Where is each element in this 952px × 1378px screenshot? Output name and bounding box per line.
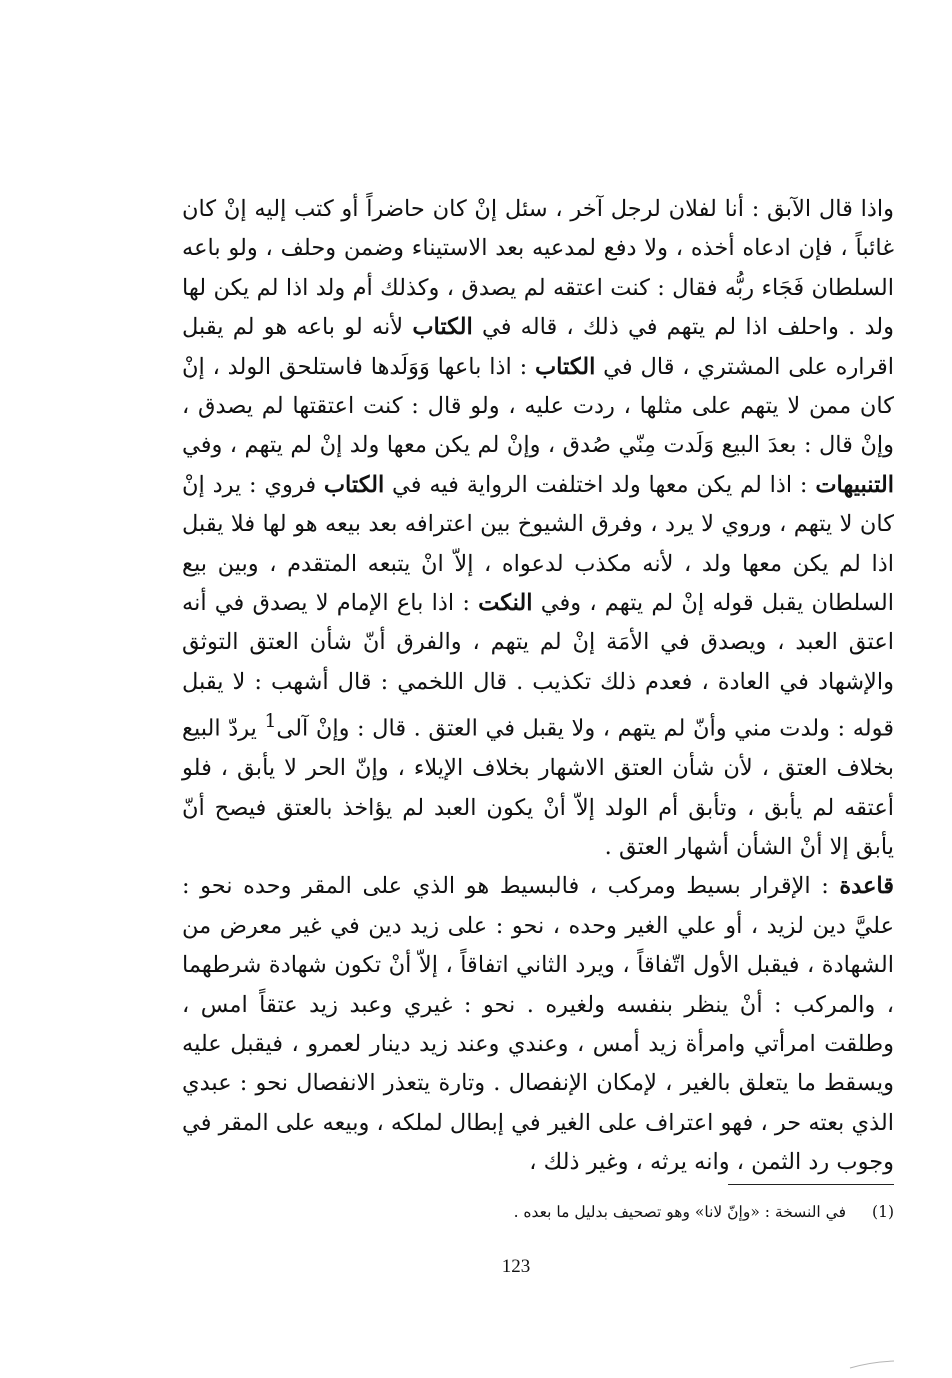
text-run: فروي : يرد إنْ كان لا يتهم ، وروي لا يرد ، وفرق الشيوخ بين اعترافه بعد بيعه هو لها فلا يقبل اذا لم يكن معها ولد ، لأنه مكذب لدعواه ، إلاّ انْ يتبعه المتقدم ، وبين بيع السلطان يقبل قوله إنْ لم يتهم ، وفي	[182, 471, 895, 617]
rule-heading: قاعدة	[839, 873, 894, 900]
text-run: واذا قال الآبق : أنا لفلان لرجل آخر ، سئل إنْ كان حاضراً أو كتب إليه إنْ كان غائباً ، فإن ادعاه أخذه ، ولا دفع لمدعيه بعد الاستيناء وضمن وحلف ، ولو باعه السلطان فَجَاء ربُّه فقال : كنت اعتقه لم يصدق ، وكذلك أم ولد اذا لم يكن لها ولد . واحلف اذا لم يتهم في ذلك ، قاله في	[182, 196, 894, 341]
footnote	[330, 1200, 894, 1224]
main-text	[182, 190, 894, 1183]
text-run: لأنه لو باعه هو لم يقبل اقراره على المشتري ، قال في	[182, 314, 894, 380]
book-reference: الكتاب	[412, 314, 473, 341]
text-run: : اذا باع الإمام لا يصدق في أنه اعتق العبد ، ويصدق في الأمَة إنْ لم يتهم ، والفرق أنّ شأن العتق التوثق والإشهاد في العادة ، فعدم ذلك تكذيب . قال اللخمي : قال أشهب : لا يقبل قوله : ولدت مني وأنّ لم يتهم ، ولا يقبل في العتق . قال : وإنْ آلى	[182, 590, 894, 742]
book-reference: الكتاب	[535, 353, 596, 380]
footnote-text: في النسخة : «وإنّ لانا» وهو تصحيف بدليل ما بعده .	[513, 1203, 846, 1221]
paragraph	[182, 190, 894, 867]
book-reference: النكت	[478, 590, 533, 617]
text-run: يردّ البيع بخلاف العتق ، لأن شأن العتق الاشهار بخلاف الإيلاء ، وإنّ الحر لا يأبق ، فلو أعتقه لم يأبق ، وتأبق أم الولد إلاّ أنْ يكون العبد لم يؤاخذ بالعتق فيصح أنّ يأبق إلا أنْ الشأن أشهار العتق .	[182, 715, 894, 860]
book-reference: الكتاب	[323, 471, 385, 498]
page-number: 123	[501, 1256, 531, 1277]
footnote-divider	[728, 1184, 894, 1185]
footnote-marker: 1	[264, 711, 277, 733]
book-reference: التنبيهات	[815, 471, 894, 498]
paragraph	[182, 867, 894, 1182]
text-run: : اذا باعها وَوَلَدها فاستلحق الولد ، إنْ كان ممن لا يتهم على مثلها ، ردت عليه ، ولو قال : كنت اعتقتها لم يصدق ، وإنْ قال : بعدَ البيع وَلَدت مِنّي صُدق ، وإنْ لم يكن معها ولد إنْ لم يتهم ، وفي	[182, 353, 894, 459]
page-edge-mark	[848, 1360, 896, 1370]
footnote-number: (1)	[872, 1203, 894, 1221]
text-run: : اذا لم يكن معها ولد اختلفت الرواية فيه في	[384, 471, 816, 498]
text-run: : الإقرار بسيط ومركب ، فالبسيط هو الذي على المقر وحده نحو : عليَّ دين لزيد ، أو علي الغير وحده ، نحو : على زيد دين في غير معرض من الشهادة ، فيقبل الأول اتّفاقاً ، ويرد الثاني اتفاقاً ، إلاّ أنْ تكون شهادة شرطهما ، والمركب : أنْ ينظر بنفسه ولغيره . نحو : غيري وعبد زيد عتقاً امس ، وطلقت امرأتي وامرأة زيد أمس ، وعندي وعند زيد دينار لعمرو ، فيقبل عليه ويسقط ما يتعلق بالغير ، لإمكان الإنفصال . وتارة يتعذر الانفصال نحو : عبدي الذي بعته حر ، فهو اعتراف على الغير في إبطال لملكه ، وبيعه على المقر في وجوب رد الثمن ، وانه يرثه ، وغير ذلك ،	[182, 873, 894, 1176]
